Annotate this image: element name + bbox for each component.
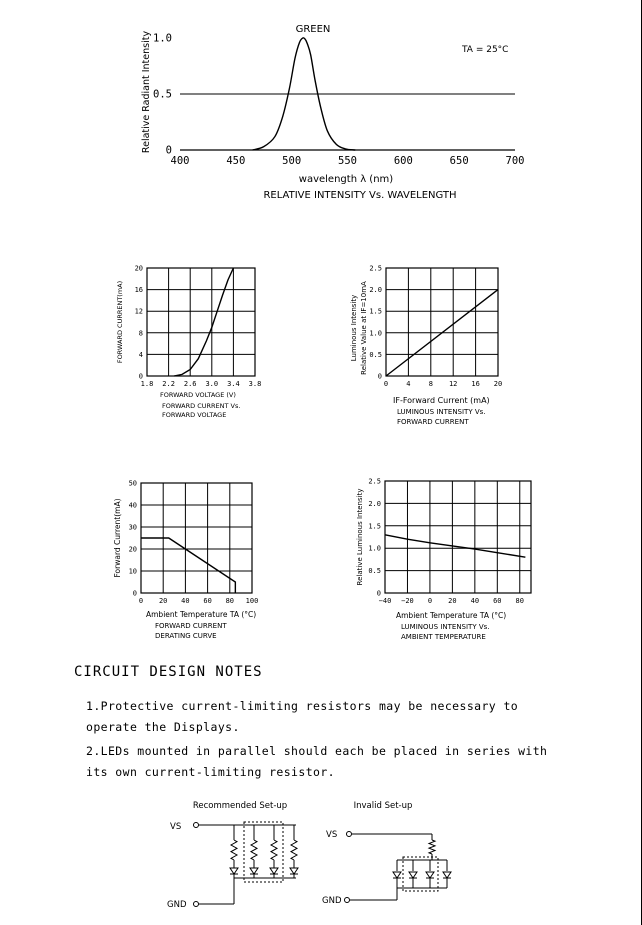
- x-axis-label: Ambient Temperature TA (°C): [396, 611, 507, 620]
- luminous-intensity-vs-temperature-chart: [356, 477, 531, 641]
- x-tick-label: 3.4: [227, 380, 240, 388]
- x-tick-label: 700: [505, 155, 525, 167]
- y-axis-label-line1: Luminous Intensity: [350, 294, 358, 362]
- y-tick-label: 4: [138, 350, 143, 359]
- y-tick-label: 1.0: [368, 544, 381, 553]
- x-tick-label: 3.8: [248, 380, 262, 388]
- y-tick-label: 1.0: [369, 329, 382, 338]
- y-axis-label-line2: Relative Value at IF=10mA: [360, 281, 368, 375]
- chart-title-line1: LUMINOUS INTENSITY Vs.: [397, 408, 486, 416]
- x-tick-label: 80: [225, 597, 235, 605]
- chart-title-line2: FORWARD VOLTAGE: [162, 411, 227, 419]
- x-tick-label: 600: [393, 155, 413, 167]
- x-tick-label: 40: [181, 597, 190, 605]
- chart-title-line2: DERATING CURVE: [155, 632, 217, 640]
- y-tick-label: 0: [377, 372, 382, 381]
- y-tick-label: 0: [138, 372, 143, 381]
- x-tick-label: 20: [158, 597, 168, 605]
- recommended-setup-label: Recommended Set-up: [192, 801, 288, 811]
- led-symbol: [426, 872, 434, 878]
- x-axis-label: IF-Forward Current (mA): [393, 396, 490, 405]
- led-symbol: [409, 872, 417, 878]
- invalid-setup-label: Invalid Set-up: [353, 801, 413, 811]
- y-tick-label: 16: [134, 286, 143, 295]
- led-symbol: [290, 868, 298, 874]
- x-tick-label: 400: [170, 155, 190, 167]
- x-tick-label: 20: [448, 597, 457, 605]
- led-symbol: [230, 868, 238, 874]
- x-tick-label: 1.8: [140, 380, 154, 388]
- led-symbol: [250, 868, 258, 874]
- y-tick-label: 1.0: [153, 32, 172, 45]
- resistor-symbol: [251, 840, 257, 860]
- x-tick-label: 20: [493, 380, 503, 388]
- y-tick-label: 20: [134, 264, 143, 273]
- ambient-temp-note: TA = 25°C: [462, 45, 509, 55]
- resistor-symbol: [429, 840, 435, 854]
- x-tick-label: 4: [406, 380, 411, 388]
- invalid-setup-diagram: [322, 801, 451, 906]
- x-tick-label: 550: [338, 155, 357, 167]
- y-tick-label: 0.5: [368, 567, 381, 576]
- temperature-curve: [385, 535, 525, 557]
- x-tick-label: 2.2: [162, 380, 175, 388]
- y-axis-label: Relative Luminous Intensity: [356, 488, 364, 586]
- y-tick-label: 1.5: [368, 522, 381, 531]
- led-symbol: [270, 868, 278, 874]
- vs-label: VS: [326, 830, 338, 840]
- y-axis-label: Relative Radiant Intensity: [141, 30, 152, 154]
- forward-current-vs-voltage-chart: [116, 264, 261, 419]
- y-tick-label: 12: [134, 307, 143, 316]
- y-tick-label: 20: [128, 545, 137, 554]
- vs-label: VS: [170, 822, 182, 832]
- y-tick-label: 0: [132, 589, 137, 598]
- x-tick-label: 500: [282, 155, 302, 167]
- x-tick-label: −40: [378, 597, 392, 605]
- x-tick-label: 40: [470, 597, 480, 605]
- x-tick-label: 60: [493, 597, 502, 605]
- y-tick-label: 2.0: [369, 286, 382, 295]
- y-tick-label: 1.5: [369, 307, 382, 316]
- y-tick-label: 0: [376, 589, 381, 598]
- y-tick-label: 10: [128, 567, 137, 576]
- notes-title: CIRCUIT DESIGN NOTES: [74, 664, 263, 680]
- x-axis-label: FORWARD VOLTAGE (V): [160, 391, 236, 399]
- x-tick-label: 100: [245, 597, 259, 605]
- iv-curve: [174, 268, 233, 376]
- chart-title-line1: FORWARD CURRENT: [155, 622, 227, 630]
- led-symbol: [443, 872, 451, 878]
- x-tick-label: 3.0: [205, 380, 219, 388]
- gnd-label: GND: [167, 900, 187, 910]
- y-tick-label: 30: [128, 523, 137, 532]
- note-item-1: 1.Protective current-limiting resistors may be necessary to operate the Displays.: [86, 699, 519, 734]
- x-tick-label: 8: [428, 380, 433, 388]
- derating-curve-chart: [113, 479, 258, 640]
- green-label: GREEN: [295, 24, 331, 35]
- x-tick-label: 650: [449, 155, 469, 167]
- derating-curve: [141, 538, 235, 593]
- chart-title-line2: FORWARD CURRENT: [397, 418, 469, 426]
- spectrum-chart: [141, 24, 524, 201]
- dashed-guide: [244, 822, 283, 882]
- y-tick-label: 2.5: [369, 264, 382, 273]
- y-tick-label: 0: [165, 144, 172, 157]
- resistor-symbol: [231, 840, 237, 860]
- y-tick-label: 8: [138, 329, 143, 338]
- x-tick-label: 60: [203, 597, 212, 605]
- chart-title-line1: FORWARD CURRENT Vs.: [162, 402, 241, 410]
- y-tick-label: 2.5: [368, 477, 381, 486]
- x-axis-label: wavelength λ (nm): [298, 174, 394, 185]
- y-tick-label: 0.5: [369, 350, 382, 359]
- recommended-setup-diagram: [167, 801, 298, 910]
- x-tick-label: 16: [471, 380, 480, 388]
- chart-title-line1: LUMINOUS INTENSITY Vs.: [401, 623, 490, 631]
- x-tick-label: 0: [138, 597, 144, 605]
- x-tick-label: 80: [515, 597, 524, 605]
- luminous-intensity-vs-current-chart: [350, 264, 502, 426]
- chart-title: RELATIVE INTENSITY Vs. WAVELENGTH: [263, 190, 457, 201]
- x-tick-label: 2.6: [183, 380, 197, 388]
- chart-title-line2: AMBIENT TEMPERATURE: [401, 633, 486, 641]
- x-axis-label: Ambient Temperature TA (°C): [146, 610, 257, 619]
- resistor-symbol: [271, 840, 277, 860]
- note-item-2: 2.LEDs mounted in parallel should each be placed in series with its own current-limiting resistor.: [86, 744, 548, 779]
- x-tick-label: 0: [383, 380, 389, 388]
- x-tick-label: 0: [427, 597, 433, 605]
- led-symbol: [393, 872, 401, 878]
- x-tick-label: 450: [226, 155, 246, 167]
- gnd-label: GND: [322, 896, 342, 906]
- y-tick-label: 2.0: [368, 499, 381, 508]
- x-tick-label: −20: [401, 597, 414, 605]
- resistor-symbol: [291, 840, 297, 860]
- x-tick-label: 12: [448, 380, 458, 388]
- y-tick-label: 40: [128, 501, 137, 510]
- y-tick-label: 50: [128, 479, 137, 488]
- y-axis-label: FORWARD CURRENT(mA): [116, 280, 124, 364]
- y-tick-label: 0.5: [153, 88, 172, 101]
- y-axis-label: Forward Current(mA): [113, 498, 122, 578]
